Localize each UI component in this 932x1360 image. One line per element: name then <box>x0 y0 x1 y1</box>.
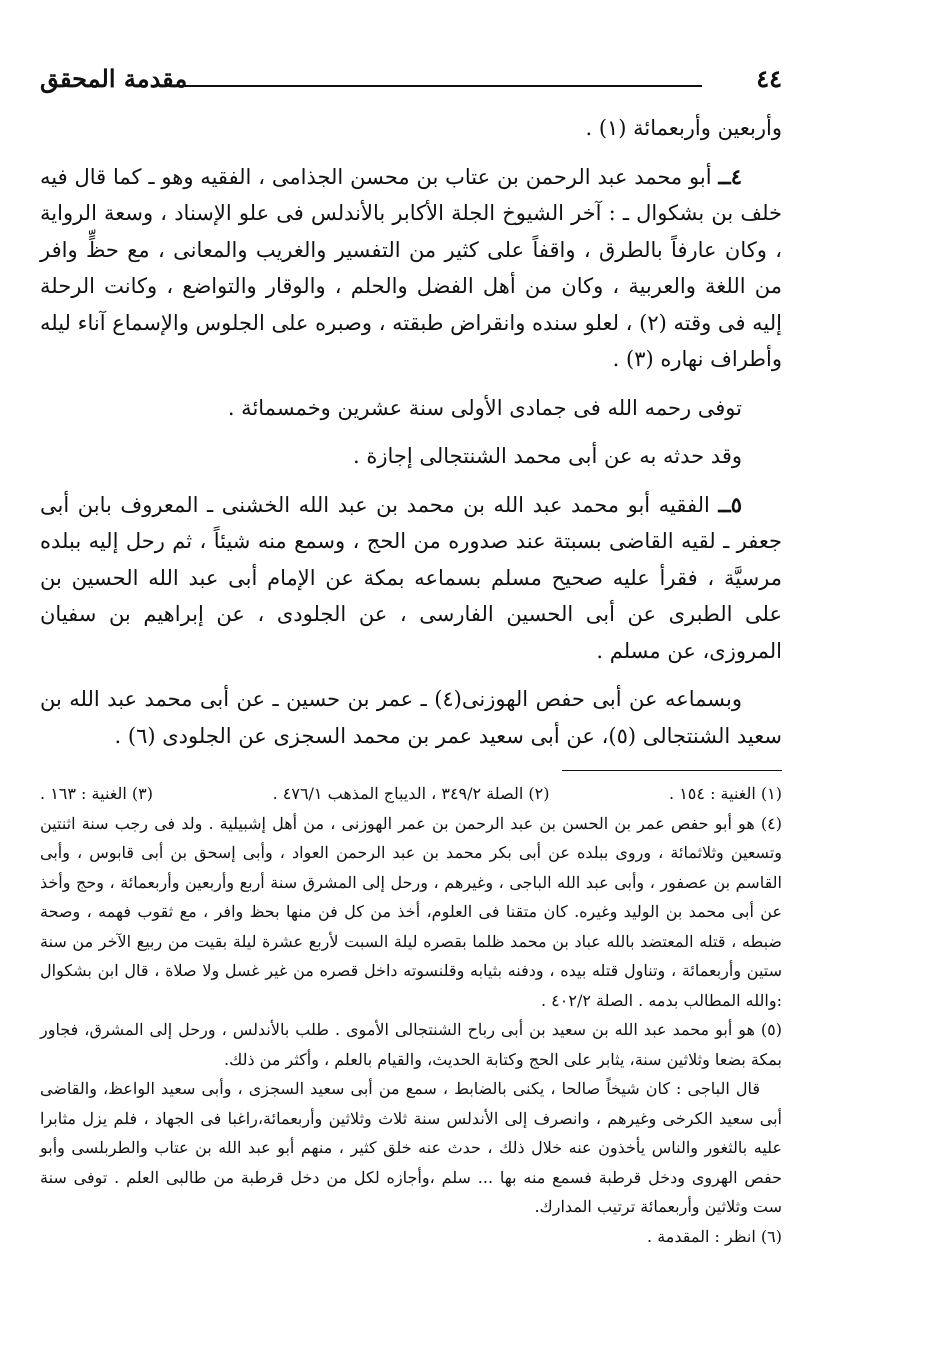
page-header <box>40 58 782 98</box>
footnote-2: (٢) الصلة ٣٤٩/٢ ، الديباج المذهب ٤٧٦/١ . <box>272 784 550 803</box>
header-rule <box>180 85 702 87</box>
footnote-6: (٦) انظر : المقدمة . <box>647 1226 782 1246</box>
paragraph-2-text: أبو محمد عبد الرحمن بن عتاب بن محسن الجذامى ، الفقيه وهو ـ كما قال فيه خلف بن بشكوال ـ : آخر الشيوخ الجلة الأكابر بالأندلس فى علو الإسناد ، وسعة الرواية ، وكان عارفاً بالطرق ، واقفاً على كثير من التفسير والغريب والمعانى ، مع حظٍّ وافر من اللغة والعربية ، وكان من أهل الفضل والحلم ، والوقار والتواضع ، وكانت الرحلة إليه فى وقته (٢) ، لعلو سنده وانقراض طبقته ، وصبره على الجلوس والإسماع آناء ليله وأطراف نهاره (٣) . <box>40 164 782 371</box>
running-title: مقدمة المحقق <box>40 64 188 93</box>
paragraph-1: وأربعين وأربعمائة (١) . <box>585 116 782 140</box>
footnote-row-1-3 <box>40 779 782 809</box>
paragraph-5 <box>40 487 782 670</box>
paragraph-4: وقد حدثه به عن أبى محمد الشنتجالى إجازة . <box>352 444 742 468</box>
paragraph-6: وبسماعه عن أبى حفص الهوزنى(٤) ـ عمر بن حسين ـ عن أبى محمد عبد الله بن سعيد الشنتجالى (٥)، عن أبى سعيد عمر بن محمد السجزى عن الجلودى (٦) . <box>40 687 782 748</box>
main-text <box>40 110 782 766</box>
entry-number-4: ٤ــ <box>718 163 742 189</box>
paragraph-3: توفى رحمه الله فى جمادى الأولى سنة عشرين وخمسمائة . <box>227 395 742 420</box>
footnote-4: (٤) هو أبو حفص عمر بن الحسن بن عبد الرحمن بن عمر الهوزنى ، من أهل إشبيلية . ولد فى رجب سنة اثنتين وتسعين وثلاثمائة ، وروى ببلده عن أبى بكر محمد بن عبد الرحمن العواد ، وأبى إسحق بن أبى قابوس ، وأبى القاسم بن عصفور ، وأبى عبد الله الباجى ، وغيرهم ، ورحل إلى المشرق سنة أربع وأربعين وأربعمائة ، وحج وأخذ عن أبى محمد بن الوليد وغيره. كان متقنا فى العلوم، أخذ من كل فن منها بحظ وافر ، مع ثقوب فهمه ، وصحة ضبطه ، قتله المعتضد بالله عباد بن محمد ظلما بقصره ليلة السبت لأربع عشرة ليلة بقيت من ربيع الآخر من سنة ستين وأربعمائة ، وتناول قتله بيده ، ودفنه بثيابه وقلنسوته داخل قصره من غير غسل ولا صلاة ، قال ابن بشكوال :والله المطالب بدمه . الصلة ٤٠٢/٢ . <box>40 813 783 1010</box>
entry-number-5: ٥ــ <box>718 491 742 517</box>
footnote-rule <box>562 770 782 771</box>
footnote-3: (٣) الغنية : ١٦٣ . <box>40 784 153 803</box>
paragraph-5-text: الفقيه أبو محمد عبد الله بن محمد بن عبد الله الخشنى ـ المعروف بابن أبى جعفر ـ لقيه القاضى بسبتة عند صدوره من الحج ، وسمع منه شيئاً ، ثم رحل إليه ببلده مرسيَّة ، فقرأ عليه صحيح مسلم بسماعه بمكة عن الإمام أبى عبد الله الحسين بن على الطبرى عن أبى الحسين الفارسى ، عن الجلودى ، عن إبراهيم بن سفيان المروزى، عن مسلم . <box>40 492 782 663</box>
page-number: ٤٤ <box>756 64 782 93</box>
footnote-5: (٥) هو أبو محمد عبد الله بن سعيد بن أبى رباح الشنتجالى الأموى . طلب بالأندلس ، ورحل إلى المشرق، فجاور بمكة بضعا وثلاثين سنة، يثابر على الحج وكتابة الحديث، والقيام بالعلم ، وأكثر من ذلك. <box>40 1020 782 1069</box>
footnote-5-continued: قال الباجى : كان شيخاً صالحا ، يكنى بالضابط ، سمع من أبى سعيد السجزى ، وأبى سعيد الواعظ، والقاضى أبى سعيد الكرخى وغيرهم ، وانصرف إلى الأندلس سنة ثلاث وثلاثين وأربعمائة،راغبا فى الجهاد ، فلم يزل مثابرا عليه بالثغور والناس يأخذون عنه خلال ذلك ، حدث عنه خلق كثير ، منهم أبو عبد الله بن عتاب والطربلسى وأبو حفص الهروى ودخل قرطبة فسمع منه بها ... سلم ،وأجازه لكل من دخل قرطبة من طالبى العلم . توفى سنة ست وثلاثين وأربعمائة ترتيب المدارك. <box>40 1079 782 1216</box>
footnotes <box>40 770 782 1251</box>
paragraph-2 <box>40 159 782 378</box>
footnote-1: (١) الغنية : ١٥٤ . <box>669 784 782 803</box>
